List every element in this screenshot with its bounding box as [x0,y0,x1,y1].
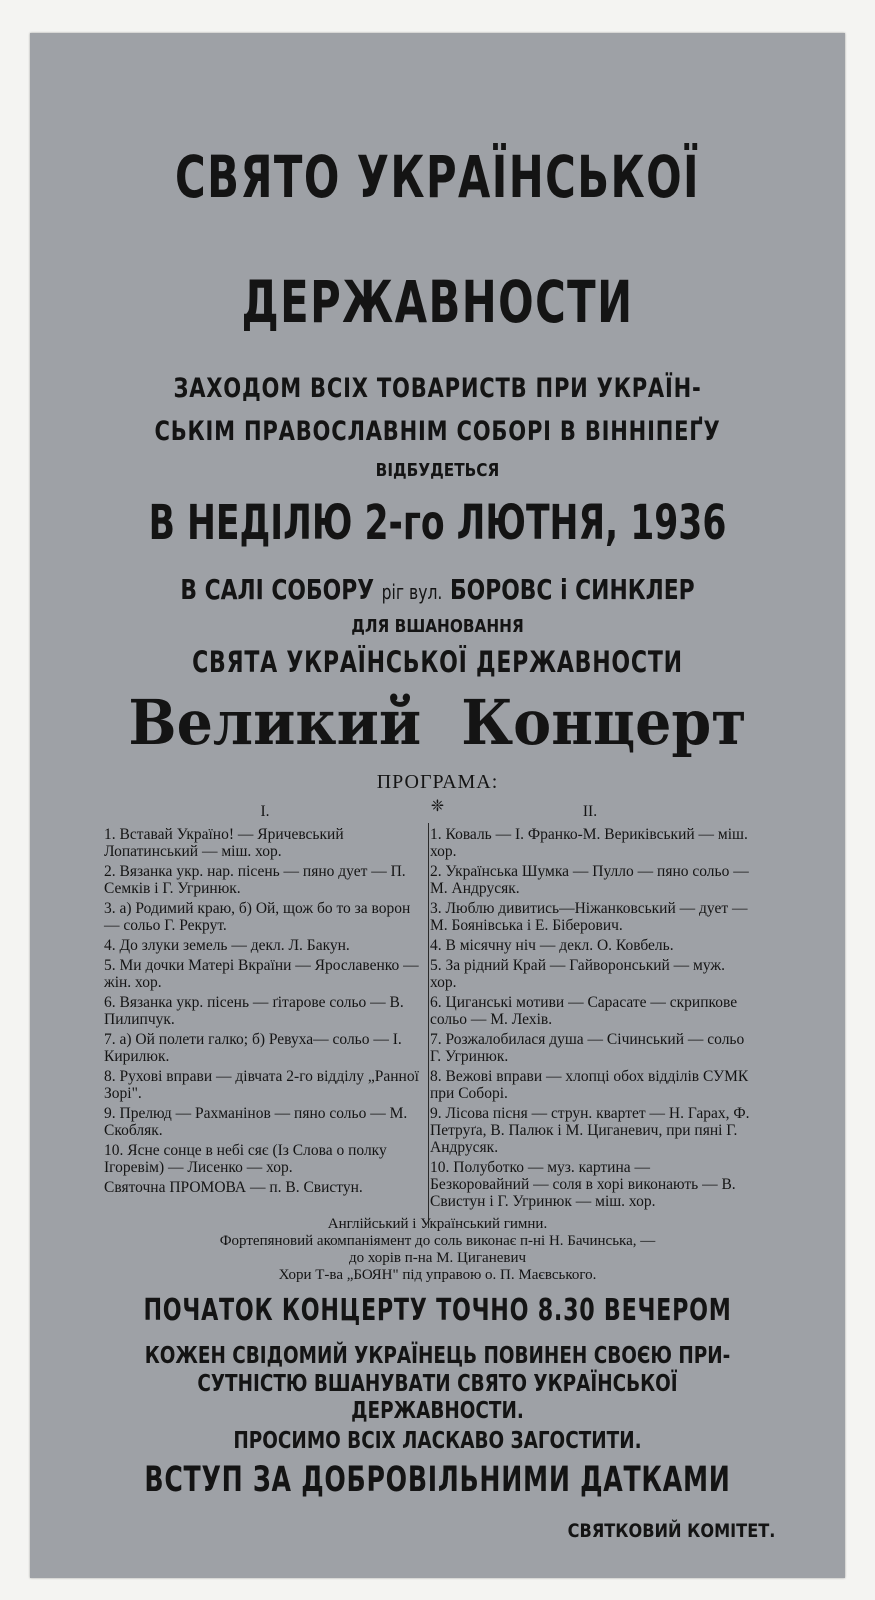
call-line3: ДЕРЖАВНОСТИ. [351,1398,524,1424]
program-column-2 [430,803,750,1213]
left-item: 10. Ясне сонце в небі сяє (Із Слова о полку Ігоревім) — Лисенко — хор. [104,1142,387,1176]
left-item: 2. Вязанка укр. нар. пісень — пяно дует — П. Семків і Г. Угринюк. [104,863,406,897]
start-time: ПОЧАТОК КОНЦЕРТУ ТОЧНО 8.30 ВЕЧЕРОМ [143,1293,732,1328]
program-column-1 [104,803,426,1199]
credits-line4: Хори Т-ва „БОЯН" під управою о. П. Маєвського. [278,1267,597,1283]
column-divider [428,823,429,1228]
call-line1: КОЖЕН СВІДОМИЙ УКРАЇНЕЦЬ ПОВИНЕН СВОЄЮ ПРИ- [144,1343,731,1369]
poster-title-line2: ДЕРЖАВНОСТИ [241,268,634,336]
right-item: 2. Українська Шумка — Пулло — пяно сольо — М. Андрусяк. [430,863,749,897]
subtitle-line2: СЬКІМ ПРАВОСЛАВНІМ СОБОРІ В ВІННІПЕҐУ [154,416,721,447]
place-part3: БОРОВС і СИНКЛЕР [450,573,695,606]
left-item: 1. Вставай Україно! — Яричевський Лопатинський — міш. хор. [104,826,344,860]
right-item: 5. За рідний Край — Гайворонський — муж. хор. [430,957,725,991]
program-heading: ПРОГРАМА: [376,771,499,793]
left-item: 9. Прелюд — Рахманінов — пяно сольо — М. Скобляк. [104,1105,408,1139]
poster-title-line1: СВЯТО УКРАЇНСЬКОЇ [174,143,701,211]
left-item: Святочна ПРОМОВА — п. В. Свистун. [104,1179,363,1196]
honor-line2: СВЯТА УКРАЇНСЬКОЇ ДЕРЖАВНОСТИ [192,645,683,679]
event-place [120,573,756,606]
program-list-1 [104,826,426,1196]
left-item: 6. Вязанка укр. пісень — ґітарове сольо — В. Пилипчук. [104,994,404,1028]
left-item: 3. а) Родимий краю, б) Ой, щож бо то за ворон — сольо Г. Рекрут. [104,900,411,934]
column-1-header: I. [260,803,270,820]
right-item: 7. Розжалобилася душа — Січинський — сольо Г. Угринюк. [430,1031,745,1065]
honor-line1: ДЛЯ ВШАНОВАННЯ [351,616,524,637]
call-line2: СУТНІСТЮ ВШАНУВАТИ СВЯТО УКРАЇНСЬКОЇ [197,1371,678,1397]
committee-signature: СВЯТКОВИЙ КОМІТЕТ. [567,1520,775,1542]
right-item: 8. Вежові вправи — хлопці обох відділів СУМК при Соборі. [430,1068,749,1102]
credits-line2: Фортепяновий акомпаніямент до соль виконає п-ні Н. Бачинська, — [219,1233,656,1249]
place-part1: В САЛІ СОБОРУ [180,573,375,606]
poster-sheet [30,33,845,1578]
place-part2: ріг вул. [381,580,443,604]
left-item: 8. Рухові вправи — дівчата 2-го відділу „Ранної Зорі". [104,1068,419,1102]
entry-info: ВСТУП ЗА ДОБРОВІЛЬНИМИ ДАТКАМИ [144,1460,731,1500]
right-item: 3. Люблю дивитись—Ніжанковський — дует — М. Боянівська і Е. Біберович. [430,900,748,934]
subtitle-line3: ВІДБУДЕТЬСЯ [375,460,500,481]
credits-line1: Англійський і Український гимни. [327,1216,548,1232]
event-date: В НЕДІЛЮ 2-го ЛЮТНЯ, 1936 [148,495,727,551]
right-item: 4. В місячну ніч — декл. О. Ковбель. [430,937,674,954]
concert-heading: Великий Концерт [128,686,747,759]
subtitle-line1: ЗАХОДОМ ВСІХ ТОВАРИСТВ ПРИ УКРАЇН- [173,373,702,404]
right-item: 9. Лісова пісня — струн. квартет — Н. Гарах, Ф. Петруґа, В. Палюк і М. Циганевич, при пяні Г. Андрусяк. [430,1105,750,1156]
right-item: 6. Циганські мотиви — Сарасате — скрипкове сольо — М. Лехів. [430,994,738,1028]
credits-line3: до хорів п-на М. Циганевич [348,1250,527,1266]
program-list-2 [430,826,750,1210]
ornament-icon: ❈ [430,796,445,815]
left-item: 5. Ми дочки Матері Вкраїни — Ярославенко — жін. хор. [104,957,419,991]
right-item: 10. Полуботко — муз. картина — Безкоровайний — соля в хорі виконають — В. Свистун і Г. Угринюк — міш. хор. [430,1159,736,1210]
left-item: 4. До злуки земель — декл. Л. Бакун. [104,937,350,954]
column-2-header: II. [582,803,598,820]
right-item: 1. Коваль — І. Франко-М. Вериківський — міш. хор. [430,826,748,860]
invitation: ПРОСИМО ВСІХ ЛАСКАВО ЗАГОСТИТИ. [233,1428,642,1454]
left-item: 7. а) Ой полети галко; б) Ревуха— сольо — І. Кирилюк. [104,1031,402,1065]
